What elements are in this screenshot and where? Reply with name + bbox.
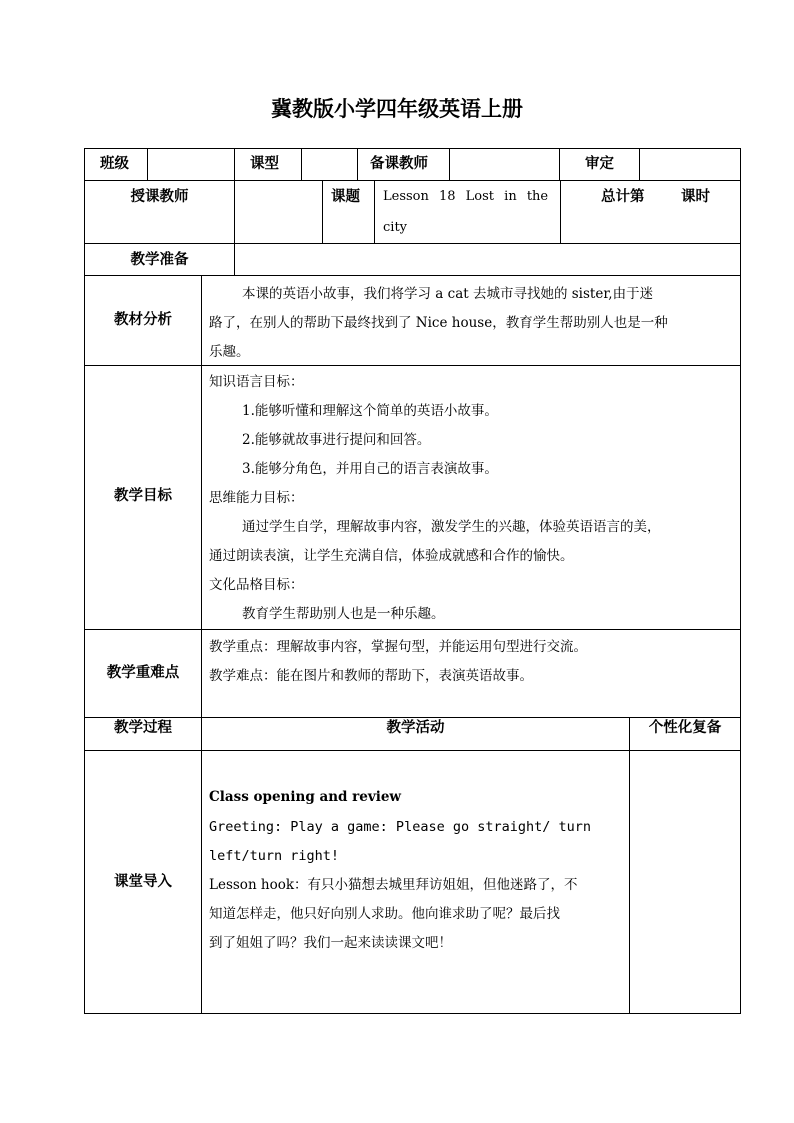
objective-line: 教育学生帮助别人也是一种乐趣。: [242, 606, 445, 622]
rule: [639, 149, 640, 180]
total-label: 总计第: [601, 189, 645, 205]
objective-line: 1.能够听懂和理解这个简单的英语小故事。: [242, 403, 498, 419]
rule: [374, 180, 375, 243]
analysis-line: 乐趣。: [209, 344, 250, 360]
analysis-line: 本课的英语小故事，我们将学习 a cat 去城市寻找她的 sister,由于迷: [242, 286, 654, 302]
intro-heading: Class opening and review: [209, 789, 402, 805]
document-title: 冀教版小学四年级英语上册: [271, 97, 523, 121]
class-label: 班级: [100, 156, 129, 172]
objective-line: 通过学生自学，理解故事内容，激发学生的兴趣，体验英语语言的美，: [242, 519, 661, 535]
topic-line-2: city: [383, 220, 408, 235]
rule: [201, 275, 202, 1014]
rule: [629, 717, 630, 1014]
intro-line: left/turn right!: [209, 848, 340, 864]
rule: [85, 180, 740, 181]
prep-teacher-label: 备课教师: [370, 156, 428, 172]
rule: [85, 365, 740, 366]
rule: [560, 180, 561, 243]
rule: [147, 149, 148, 180]
analysis-label: 教材分析: [114, 312, 172, 328]
rule: [85, 750, 740, 751]
rule: [234, 243, 235, 275]
activity-label: 教学活动: [386, 720, 445, 736]
period-label: 课时: [681, 189, 710, 205]
objective-line: 通过朗读表演，让学生充满自信，体验成就感和合作的愉快。: [209, 548, 574, 564]
rule: [85, 243, 740, 244]
topic-line-1: Lesson 18 Lost in the: [383, 189, 549, 204]
intro-label: 课堂导入: [114, 874, 172, 890]
rule: [322, 180, 323, 243]
rule: [234, 149, 235, 180]
review-label: 审定: [585, 156, 614, 172]
topic-label: 课题: [331, 189, 360, 205]
objective-line: 知识语言目标：: [209, 374, 304, 390]
intro-line: Lesson hook：有只小猫想去城里拜访姐姐，但他迷路了，不: [209, 877, 578, 893]
rule: [449, 149, 450, 180]
personal-label: 个性化复备: [648, 720, 722, 736]
key-point-line: 教学难点：能在图片和教师的帮助下，表演英语故事。: [209, 668, 533, 684]
objective-line: 文化品格目标：: [209, 577, 304, 593]
rule: [559, 149, 560, 180]
intro-line: 知道怎样走，他只好向别人求助。他向谁求助了呢？最后找: [209, 906, 560, 922]
process-label: 教学过程: [114, 720, 172, 736]
rule: [301, 149, 302, 180]
key-points-label: 教学重难点: [106, 665, 180, 681]
intro-line: 到了姐姐了吗？我们一起来读读课文吧！: [209, 935, 452, 951]
key-point-line: 教学重点：理解故事内容，掌握句型，并能运用句型进行交流。: [209, 639, 587, 655]
intro-line: Greeting: Play a game: Please go straight/ turn: [209, 819, 592, 835]
teacher-label: 授课教师: [130, 189, 189, 205]
rule: [85, 275, 740, 276]
lesson-type-label: 课型: [250, 156, 279, 172]
prep-label: 教学准备: [130, 252, 189, 268]
objectives-label: 教学目标: [114, 488, 172, 504]
objective-line: 2.能够就故事进行提问和回答。: [242, 432, 431, 448]
objective-line: 思维能力目标：: [209, 490, 304, 506]
objective-line: 3.能够分角色，并用自己的语言表演故事。: [242, 461, 498, 477]
lesson-plan-table: [84, 148, 741, 1014]
analysis-line: 路了，在别人的帮助下最终找到了 Nice house，教育学生帮助别人也是一种: [209, 315, 668, 331]
rule: [357, 149, 358, 180]
rule: [234, 180, 235, 243]
